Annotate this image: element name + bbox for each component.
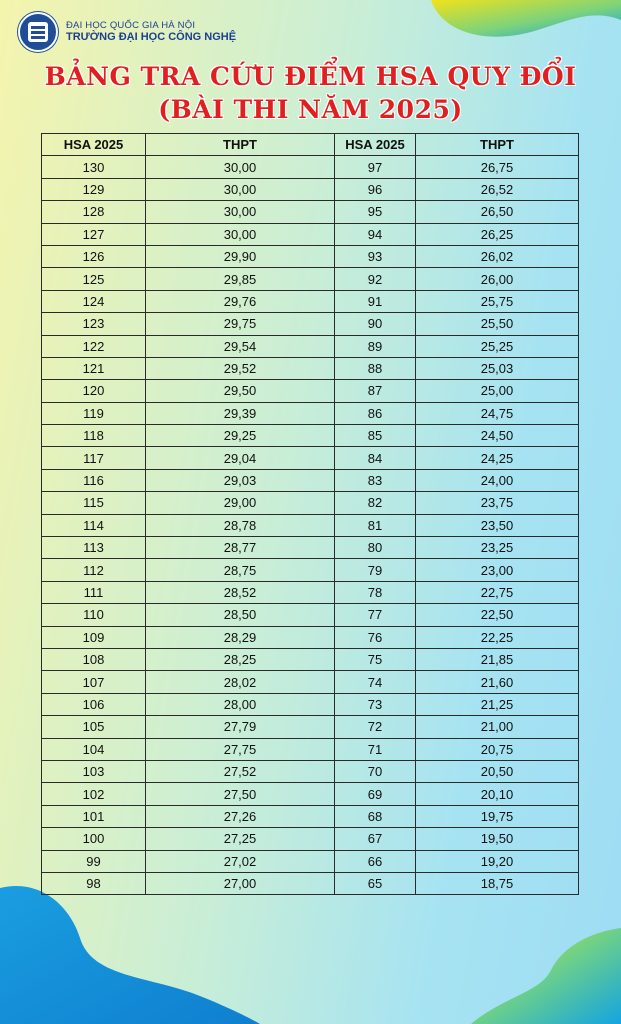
thpt-score-cell: 19,75	[416, 805, 579, 827]
table-row	[42, 335, 579, 357]
hsa-score-cell: 67	[335, 828, 416, 850]
table-row	[42, 559, 579, 581]
logo-emblem-icon	[28, 22, 48, 42]
table-row	[42, 492, 579, 514]
hsa-score-cell: 88	[335, 357, 416, 379]
thpt-score-cell: 30,00	[146, 223, 335, 245]
hsa-score-cell: 92	[335, 268, 416, 290]
table-row	[42, 805, 579, 827]
thpt-score-cell: 27,26	[146, 805, 335, 827]
thpt-score-cell: 26,50	[416, 201, 579, 223]
table-row	[42, 828, 579, 850]
thpt-score-cell: 18,75	[416, 872, 579, 894]
table-row	[42, 760, 579, 782]
hsa-score-cell: 111	[42, 581, 146, 603]
hsa-score-cell: 99	[42, 850, 146, 872]
thpt-score-cell: 20,75	[416, 738, 579, 760]
thpt-score-cell: 29,75	[146, 313, 335, 335]
hsa-score-cell: 93	[335, 245, 416, 267]
university-header	[18, 12, 236, 52]
column-header-thpt: THPT	[146, 134, 335, 156]
hsa-score-cell: 104	[42, 738, 146, 760]
thpt-score-cell: 29,85	[146, 268, 335, 290]
hsa-score-cell: 123	[42, 313, 146, 335]
table-row	[42, 872, 579, 894]
thpt-score-cell: 27,02	[146, 850, 335, 872]
hsa-score-cell: 103	[42, 760, 146, 782]
column-header-hsa: HSA 2025	[335, 134, 416, 156]
table-row	[42, 514, 579, 536]
hsa-score-cell: 109	[42, 626, 146, 648]
table-header-row	[42, 134, 579, 156]
top-right-decoration	[431, 0, 621, 70]
thpt-score-cell: 22,25	[416, 626, 579, 648]
hsa-score-cell: 77	[335, 604, 416, 626]
hsa-score-cell: 81	[335, 514, 416, 536]
thpt-score-cell: 28,29	[146, 626, 335, 648]
thpt-score-cell: 20,50	[416, 760, 579, 782]
thpt-score-cell: 27,50	[146, 783, 335, 805]
thpt-score-cell: 22,75	[416, 581, 579, 603]
table-row	[42, 671, 579, 693]
hsa-score-cell: 110	[42, 604, 146, 626]
thpt-score-cell: 23,25	[416, 537, 579, 559]
thpt-score-cell: 21,85	[416, 648, 579, 670]
org-school-name: TRƯỜNG ĐẠI HỌC CÔNG NGHỆ	[66, 31, 237, 44]
table-row	[42, 357, 579, 379]
table-row	[42, 156, 579, 178]
hsa-score-cell: 100	[42, 828, 146, 850]
table-row	[42, 290, 579, 312]
hsa-score-cell: 121	[42, 357, 146, 379]
hsa-score-cell: 119	[42, 402, 146, 424]
thpt-score-cell: 24,50	[416, 425, 579, 447]
thpt-score-cell: 26,52	[416, 178, 579, 200]
table-row	[42, 604, 579, 626]
thpt-score-cell: 27,25	[146, 828, 335, 850]
hsa-score-cell: 97	[335, 156, 416, 178]
thpt-score-cell: 23,50	[416, 514, 579, 536]
hsa-score-cell: 83	[335, 469, 416, 491]
thpt-score-cell: 29,76	[146, 290, 335, 312]
thpt-score-cell: 26,02	[416, 245, 579, 267]
thpt-score-cell: 21,25	[416, 693, 579, 715]
hsa-score-cell: 113	[42, 537, 146, 559]
thpt-score-cell: 29,03	[146, 469, 335, 491]
thpt-score-cell: 23,00	[416, 559, 579, 581]
hsa-score-cell: 101	[42, 805, 146, 827]
thpt-score-cell: 19,50	[416, 828, 579, 850]
hsa-score-cell: 72	[335, 716, 416, 738]
thpt-score-cell: 19,20	[416, 850, 579, 872]
thpt-score-cell: 25,75	[416, 290, 579, 312]
column-header-hsa: HSA 2025	[42, 134, 146, 156]
hsa-score-cell: 87	[335, 380, 416, 402]
thpt-score-cell: 29,52	[146, 357, 335, 379]
hsa-score-cell: 117	[42, 447, 146, 469]
table-row	[42, 738, 579, 760]
hsa-score-cell: 84	[335, 447, 416, 469]
table-row	[42, 245, 579, 267]
table-row	[42, 783, 579, 805]
org-parent-name: ĐẠI HỌC QUỐC GIA HÀ NỘI	[66, 19, 196, 31]
thpt-score-cell: 30,00	[146, 156, 335, 178]
thpt-score-cell: 28,78	[146, 514, 335, 536]
hsa-score-cell: 107	[42, 671, 146, 693]
hsa-score-cell: 68	[335, 805, 416, 827]
table-row	[42, 380, 579, 402]
hsa-score-cell: 120	[42, 380, 146, 402]
hsa-score-cell: 124	[42, 290, 146, 312]
thpt-score-cell: 25,25	[416, 335, 579, 357]
thpt-score-cell: 24,75	[416, 402, 579, 424]
thpt-score-cell: 25,03	[416, 357, 579, 379]
table-row	[42, 716, 579, 738]
thpt-score-cell: 28,00	[146, 693, 335, 715]
thpt-score-cell: 21,60	[416, 671, 579, 693]
hsa-score-cell: 98	[42, 872, 146, 894]
hsa-score-cell: 70	[335, 760, 416, 782]
hsa-score-cell: 102	[42, 783, 146, 805]
table-row	[42, 693, 579, 715]
hsa-score-cell: 78	[335, 581, 416, 603]
bottom-left-decoration	[0, 878, 300, 1024]
thpt-score-cell: 24,25	[416, 447, 579, 469]
bottom-right-decoration	[451, 928, 621, 1024]
thpt-score-cell: 29,04	[146, 447, 335, 469]
hsa-score-cell: 71	[335, 738, 416, 760]
table-row	[42, 178, 579, 200]
table-row	[42, 268, 579, 290]
hsa-score-cell: 66	[335, 850, 416, 872]
hsa-score-cell: 76	[335, 626, 416, 648]
thpt-score-cell: 29,39	[146, 402, 335, 424]
hsa-score-cell: 74	[335, 671, 416, 693]
thpt-score-cell: 27,79	[146, 716, 335, 738]
table-row	[42, 447, 579, 469]
table-row	[42, 469, 579, 491]
thpt-score-cell: 29,00	[146, 492, 335, 514]
thpt-score-cell: 23,75	[416, 492, 579, 514]
hsa-score-cell: 125	[42, 268, 146, 290]
hsa-score-cell: 79	[335, 559, 416, 581]
thpt-score-cell: 26,00	[416, 268, 579, 290]
hsa-score-cell: 86	[335, 402, 416, 424]
thpt-score-cell: 29,90	[146, 245, 335, 267]
page-title: BẢNG TRA CỨU ĐIỂM HSA QUY ĐỔI	[44, 62, 577, 91]
thpt-score-cell: 21,00	[416, 716, 579, 738]
hsa-score-cell: 118	[42, 425, 146, 447]
hsa-score-cell: 90	[335, 313, 416, 335]
hsa-score-cell: 95	[335, 201, 416, 223]
hsa-score-cell: 106	[42, 693, 146, 715]
hsa-score-cell: 85	[335, 425, 416, 447]
hsa-score-cell: 89	[335, 335, 416, 357]
thpt-score-cell: 29,50	[146, 380, 335, 402]
table-row	[42, 425, 579, 447]
hsa-score-cell: 75	[335, 648, 416, 670]
hsa-score-cell: 126	[42, 245, 146, 267]
hsa-score-cell: 112	[42, 559, 146, 581]
hsa-score-cell: 91	[335, 290, 416, 312]
thpt-score-cell: 28,75	[146, 559, 335, 581]
conversion-table	[41, 133, 579, 895]
hsa-score-cell: 73	[335, 693, 416, 715]
thpt-score-cell: 30,00	[146, 201, 335, 223]
hsa-score-cell: 128	[42, 201, 146, 223]
thpt-score-cell: 27,75	[146, 738, 335, 760]
hsa-score-cell: 116	[42, 469, 146, 491]
thpt-score-cell: 27,52	[146, 760, 335, 782]
table-row	[42, 648, 579, 670]
hsa-score-cell: 80	[335, 537, 416, 559]
hsa-score-cell: 129	[42, 178, 146, 200]
hsa-score-cell: 69	[335, 783, 416, 805]
thpt-score-cell: 30,00	[146, 178, 335, 200]
thpt-score-cell: 28,52	[146, 581, 335, 603]
thpt-score-cell: 25,00	[416, 380, 579, 402]
thpt-score-cell: 20,10	[416, 783, 579, 805]
table-row	[42, 223, 579, 245]
thpt-score-cell: 28,02	[146, 671, 335, 693]
hsa-score-cell: 115	[42, 492, 146, 514]
thpt-score-cell: 29,25	[146, 425, 335, 447]
thpt-score-cell: 29,54	[146, 335, 335, 357]
thpt-score-cell: 27,00	[146, 872, 335, 894]
hsa-score-cell: 122	[42, 335, 146, 357]
hsa-score-cell: 96	[335, 178, 416, 200]
hsa-score-cell: 127	[42, 223, 146, 245]
university-logo	[18, 12, 58, 52]
thpt-score-cell: 25,50	[416, 313, 579, 335]
organization-name	[66, 20, 236, 45]
thpt-score-cell: 26,75	[416, 156, 579, 178]
table-row	[42, 201, 579, 223]
table-row	[42, 626, 579, 648]
page-subtitle: (BÀI THI NĂM 2025)	[158, 95, 463, 124]
thpt-score-cell: 22,50	[416, 604, 579, 626]
hsa-score-cell: 114	[42, 514, 146, 536]
column-header-thpt: THPT	[416, 134, 579, 156]
table-row	[42, 537, 579, 559]
hsa-score-cell: 65	[335, 872, 416, 894]
hsa-score-cell: 105	[42, 716, 146, 738]
table-row	[42, 313, 579, 335]
hsa-score-cell: 108	[42, 648, 146, 670]
table-row	[42, 581, 579, 603]
hsa-score-cell: 94	[335, 223, 416, 245]
thpt-score-cell: 24,00	[416, 469, 579, 491]
thpt-score-cell: 28,25	[146, 648, 335, 670]
thpt-score-cell: 26,25	[416, 223, 579, 245]
hsa-score-cell: 82	[335, 492, 416, 514]
hsa-score-cell: 130	[42, 156, 146, 178]
thpt-score-cell: 28,77	[146, 537, 335, 559]
table-row	[42, 402, 579, 424]
thpt-score-cell: 28,50	[146, 604, 335, 626]
table-row	[42, 850, 579, 872]
